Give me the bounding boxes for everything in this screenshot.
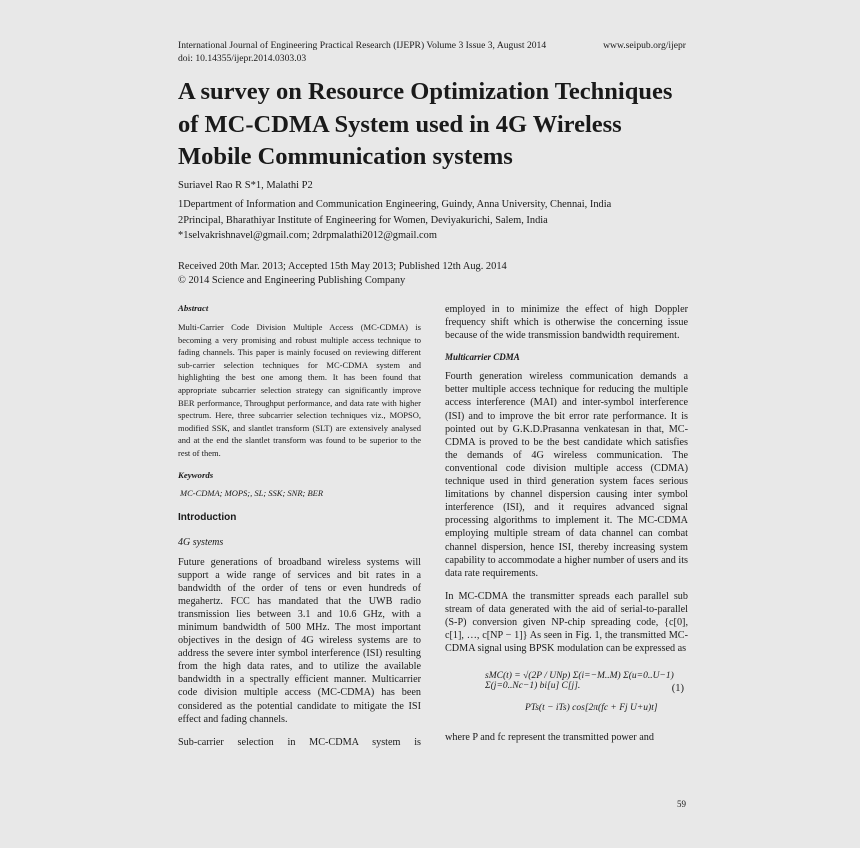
introduction-heading: Introduction <box>178 511 237 523</box>
right-column <box>445 303 688 744</box>
equation-number: (1) <box>671 683 684 695</box>
running-header <box>178 40 546 65</box>
keywords-text: MC-CDMA; MOPS;, SL; SSK; SNR; BER <box>180 487 324 498</box>
left-column <box>178 303 421 749</box>
equation-line-2: PTs(t − iTs) cos[2π(fc + Fj U+u)t] <box>525 703 658 714</box>
multicarrier-cdma-heading: Multicarrier CDMA <box>445 352 520 363</box>
intro-paragraph-1: Future generations of broadband wireless systems will support a wide range of services and bit rates in a bandwidth of the order of tens or even hundreds of megahertz. FCC has mandated that the UWB radio transmission lies between 3.1 and 10.6 GHz, with a minimum bandwidth of 500 MHz. The most important objectives in the design of 4G wireless systems are to address the severe inter symbol interference (ISI) resulting from the high data rates, and to utilize the available bandwidth in a spectrally efficient manner. Multicarrier code division multiple access (MC-CDMA) has been considered as the potential candidate to mitigate the ISI effect and fading channels. <box>178 556 421 725</box>
keywords-heading: Keywords <box>178 469 214 480</box>
intro-paragraph-2: Sub-carrier selection in MC-CDMA system is <box>178 736 421 748</box>
authors: Suriavel Rao R S*1, Malathi P2 <box>178 180 313 191</box>
page-number: 59 <box>677 799 686 809</box>
dates: Received 20th Mar. 2013; Accepted 15th May 2013; Published 12th Aug. 2014 <box>178 261 507 272</box>
affiliations <box>178 197 611 244</box>
equation-1 <box>445 663 688 725</box>
4g-systems-heading: 4G systems <box>178 536 224 548</box>
journal-website[interactable]: www.seipub.org/ijepr <box>603 40 686 51</box>
doi: doi: 10.14355/ijepr.2014.0303.03 <box>178 52 307 64</box>
abstract-text: Multi-Carrier Code Division Multiple Access (MC-CDMA) is becoming a very promising and robust multiple access technique to fading channels. This paper is mainly focused on reviewing different sub-carrier selection techniques for MC-CDMA system and highlighting the best one among them. It has been found that appropriate subcarrier selection strategy can significantly improve BER performance, Throughput performance, and data rate with higher spectrum. Here, three subcarrier selection techniques viz., MOPSO, modified SSK, and slantlet transform (SLT) are extensively analysed and at the end the slantlet transform was found to be superior to the rest of them. <box>178 322 421 458</box>
mc-cdma-paragraph-2: In MC-CDMA the transmitter spreads each parallel sub stream of data generated with the aid of serial-to-parallel (S-P) conversion given NP-chip spreading code, {c[0], c[1], …, c[NP − 1]} As seen in Fig. 1, the transmitted MC-CDMA signal using BPSK modulation can be expressed as <box>445 590 688 655</box>
abstract-heading: Abstract <box>178 303 209 313</box>
mc-cdma-paragraph-3: where P and fc represent the transmitted power and <box>445 732 654 744</box>
affiliation-2: 2Principal, Bharathiyar Institute of Engineering for Women, Deviyakurichi, Salem, India <box>178 214 548 226</box>
mc-cdma-paragraph-1: Fourth generation wireless communication demands a better multiple access technique for reducing the multiple access interference (MAI) and inter-symbol interference (ISI) and to improve the bit error rate performance. It is pointed out by G.K.D.Prasanna venkatesan in that, MC-CDMA is proved to be the best candidate which satisfies the demands of 4G wireless communication. The conventional code division multiple access (CDMA) technique used in third generation system faces serious limitations by channel dispersion causing inter symbol interference (ISI), and it requires advanced signal processing algorithms to implement it. The MC-CDMA employing multiple stream of data channel can combat channel dispersion, hence ISI, thereby increasing system capability to accommodate a higher number of users and its data rate requirements. <box>445 371 689 579</box>
paper-title: A survey on Resource Optimization Techniques of MC-CDMA System used in 4G Wireless Mobile Communication systems <box>178 78 673 170</box>
affiliation-1: 1Department of Information and Communication Engineering, Guindy, Anna University, Chennai, India <box>178 199 612 210</box>
continued-paragraph: employed in to minimize the effect of high Doppler frequency shift which is otherwise the concerning issue because of the wide transmission bandwidth requirement. <box>445 304 688 342</box>
copyright: © 2014 Science and Engineering Publishing Company <box>178 275 406 286</box>
publication-info <box>178 260 507 288</box>
author-emails[interactable]: *1selvakrishnavel@gmail.com; 2drpmalathi2012@gmail.com <box>178 230 437 241</box>
journal-name: International Journal of Engineering Practical Research (IJEPR) Volume 3 Issue 3, August 2014 <box>178 40 547 51</box>
equation-line-1: sMC(t) = √(2P / UNp) Σ(i=−M..M) Σ(u=0..U−1) Σ(j=0..Nc−1) bi[u] C[j]. <box>485 671 674 692</box>
